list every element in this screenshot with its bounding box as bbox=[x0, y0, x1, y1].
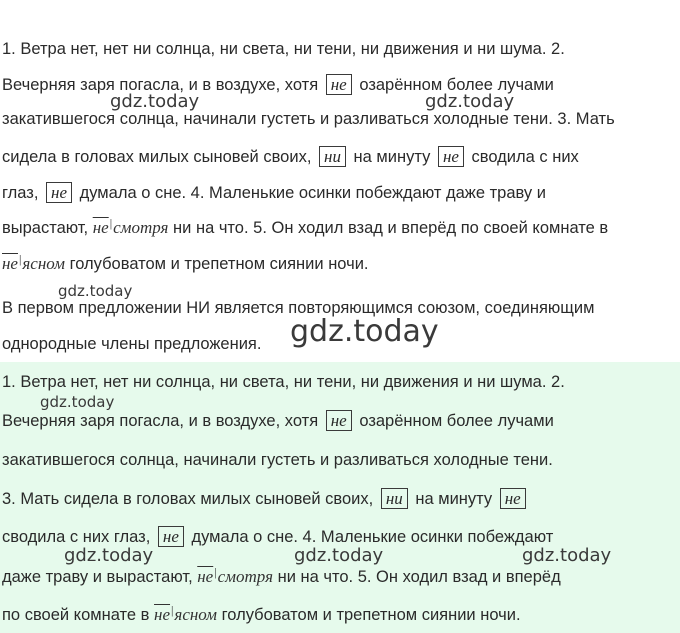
separator-mark: | bbox=[171, 603, 174, 617]
boxed-particle: не bbox=[326, 410, 352, 431]
answer-text-block bbox=[0, 362, 680, 633]
boxed-particle: не bbox=[438, 146, 464, 167]
watermark: gdz.today bbox=[290, 314, 439, 349]
text-line: вырастают, не|смотря ни на что. 5. Он ходил взад и вперёд по своей комнате в bbox=[2, 216, 609, 237]
explanation-line: однородные члены предложения. bbox=[2, 335, 262, 353]
separator-mark: | bbox=[214, 565, 217, 579]
text-line: сидела в головах милых сыновей своих, ни на минуту не сводила с них bbox=[2, 147, 579, 166]
text-line: Вечерняя заря погасла, и в воздухе, хотя не озарённом более лучами bbox=[2, 411, 554, 430]
watermark: gdz.today bbox=[40, 393, 115, 411]
watermark: gdz.today bbox=[58, 282, 133, 300]
text-line: закатившегося солнца, начинали густеть и разливаться холодные тени. 3. Мать bbox=[2, 110, 615, 128]
boxed-particle: не bbox=[500, 488, 526, 509]
watermark: gdz.today bbox=[522, 545, 612, 566]
boxed-particle: не bbox=[326, 74, 352, 95]
text-line: Вечерняя заря погасла, и в воздухе, хотя не озарённом более лучами bbox=[2, 75, 554, 94]
separator-mark: | bbox=[18, 252, 22, 266]
text-line: закатившегося солнца, начинали густеть и разливаться холодные тени. bbox=[2, 451, 553, 469]
text-line: не|ясном голубоватом и трепетном сиянии ночи. bbox=[2, 252, 369, 273]
watermark: gdz.today bbox=[425, 91, 515, 112]
watermark: gdz.today bbox=[294, 545, 384, 566]
text-line: даже траву и вырастают, не|смотря ни на что. 5. Он ходил взад и вперёд bbox=[2, 565, 561, 586]
boxed-particle: не bbox=[158, 526, 184, 547]
handwritten-word: не|смотря bbox=[197, 565, 273, 586]
text-line: глаз, не думала о сне. 4. Маленькие осинки побеждают даже траву и bbox=[2, 183, 546, 202]
handwritten-word: не|ясном bbox=[154, 603, 218, 624]
text-line: 3. Мать сидела в головах милых сыновей своих, ни на минуту не bbox=[2, 488, 529, 509]
boxed-particle: не bbox=[46, 182, 72, 203]
handwritten-word: не|ясном bbox=[2, 252, 65, 273]
watermark: gdz.today bbox=[64, 545, 154, 566]
watermark: gdz.today bbox=[110, 91, 200, 112]
explanation-line: В первом предложении НИ является повторяющимся союзом, соединяющим bbox=[2, 299, 595, 317]
boxed-particle: ни bbox=[381, 488, 408, 509]
boxed-particle: ни bbox=[319, 146, 346, 167]
text-line: 1. Ветра нет, нет ни солнца, ни света, ни тени, ни движения и ни шума. 2. bbox=[2, 373, 565, 391]
text-line: сводила с них глаз, не думала о сне. 4. Маленькие осинки побеждают bbox=[2, 527, 554, 546]
handwritten-word: не|смотря bbox=[92, 216, 169, 237]
text-line: по своей комнате в не|ясном голубоватом и трепетном сиянии ночи. bbox=[2, 603, 521, 624]
text-line: 1. Ветра нет, нет ни солнца, ни света, ни тени, ни движения и ни шума. 2. bbox=[2, 40, 565, 58]
separator-mark: | bbox=[109, 216, 113, 230]
